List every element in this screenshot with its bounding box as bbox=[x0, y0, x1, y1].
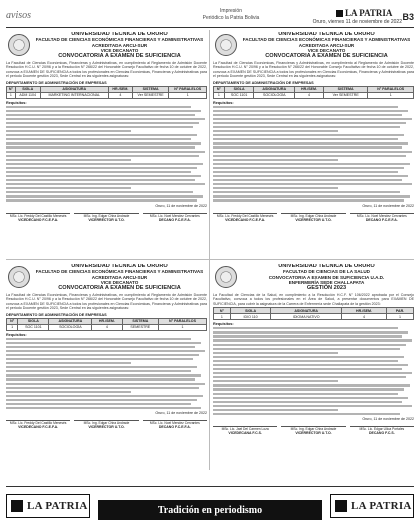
header-brand-text: LA PATRIA bbox=[345, 8, 393, 18]
university-seal-icon bbox=[8, 34, 30, 56]
notice-title-line: VICE DECANATO bbox=[307, 48, 346, 54]
signature-block bbox=[350, 213, 414, 223]
notice-intro: La Facultad de Ciencias Económicas, Financieras y Administrativas, en cumplimiento al Reglamento de Admisión Docente Resolución H.C.U. N° 20/96 y a la Resolución N° 266/22 del Honorable Consejo Facultativo de fecha 10 de octubre de 2022, convoca a EXAMEN DE SUFICIENCIA a todos los profesionales en Ciencias Económicas, Financieras y Administrativas para el periodo Docente gestión 2023, Sede Central en las siguientes asignaturas: bbox=[6, 61, 207, 79]
requirements-heading: Requisitos: bbox=[6, 332, 27, 337]
text-line bbox=[213, 376, 406, 378]
section-label: avisos bbox=[6, 10, 31, 21]
text-line bbox=[6, 395, 203, 397]
brand-square-icon bbox=[335, 500, 347, 512]
table-header: SISTEMA bbox=[122, 318, 158, 324]
signature-block bbox=[6, 213, 70, 223]
signature-role: DECANO F.C.E.F.A. bbox=[365, 217, 398, 222]
brand-square-icon bbox=[336, 10, 343, 17]
column-divider bbox=[209, 30, 210, 470]
text-line bbox=[6, 383, 205, 385]
signature-name: MSc. Lic. Edgar Ulloa Portales bbox=[359, 427, 405, 432]
text-line bbox=[213, 401, 402, 403]
signature-role: VICEDECANO F.C.E.F.A. bbox=[225, 217, 266, 222]
signature-block bbox=[74, 213, 138, 223]
text-line bbox=[213, 134, 404, 136]
table-header: N° bbox=[7, 86, 16, 92]
table-header: SIGLA bbox=[15, 86, 40, 92]
text-line bbox=[6, 370, 191, 372]
table-header: N° PARALELOS bbox=[169, 86, 207, 92]
brand-square-icon bbox=[11, 500, 23, 512]
text-line bbox=[6, 171, 191, 173]
notice-top-right bbox=[213, 32, 414, 256]
table-cell: 1 bbox=[214, 92, 225, 98]
notice-title-line: ACREDITADA ARCU-SUR bbox=[298, 42, 355, 48]
page-footer bbox=[6, 492, 414, 520]
footer-logo-left bbox=[6, 494, 90, 518]
text-line bbox=[6, 106, 191, 108]
footer-brand-right: LA PATRIA bbox=[351, 500, 412, 512]
text-line bbox=[213, 159, 338, 161]
table-cell: 1 bbox=[214, 314, 231, 320]
table-cell: 4 bbox=[295, 92, 324, 98]
notice-title-line: UNIVERSIDAD TÉCNICA DE ORURO bbox=[71, 32, 168, 37]
notice-bottom-left bbox=[6, 264, 207, 469]
table-header: SIGLA bbox=[18, 318, 49, 324]
notice-title bbox=[239, 264, 414, 291]
signature-role: VICERRECTOR U.T.O. bbox=[295, 430, 332, 435]
department-heading: DEPARTAMENTO DE ADMINISTRACIÓN DE EMPRESAS bbox=[6, 312, 107, 317]
header-date: Oruro, viernes 11 de noviembre de 2022 bbox=[312, 19, 402, 25]
table-cell: 4 bbox=[92, 324, 122, 330]
text-line bbox=[213, 384, 410, 386]
signature-block bbox=[350, 426, 414, 436]
signature-name: MSc. Ing. Edgar Chira Andrade bbox=[290, 427, 337, 432]
page-number: B3 bbox=[402, 12, 414, 22]
signature-role: DECANO F.C.E.F.A. bbox=[158, 425, 191, 430]
signature-role: VICEDECANA F.C.S. bbox=[228, 430, 262, 435]
subjects-table bbox=[213, 307, 414, 320]
text-line bbox=[6, 399, 197, 401]
text-line bbox=[213, 409, 338, 411]
signature-block bbox=[281, 426, 345, 436]
table-row bbox=[7, 324, 207, 330]
table-cell: IDIO 110 bbox=[230, 314, 271, 320]
text-line bbox=[213, 179, 402, 181]
signature-role: VICEDECANO F.C.E.F.A. bbox=[18, 217, 59, 222]
header-brand bbox=[336, 8, 392, 18]
text-line bbox=[6, 179, 195, 181]
table-cell: 1 bbox=[387, 314, 414, 320]
signature-name: MSc. Ing. Edgar Chira Andrade bbox=[83, 421, 130, 426]
text-line bbox=[213, 106, 398, 108]
table-cell: 1 bbox=[169, 92, 207, 98]
notice-title-line: ENFERMERÍA SEDE CHALLAPATA bbox=[288, 280, 365, 286]
text-line bbox=[6, 350, 205, 352]
table-cell: 1 bbox=[7, 324, 18, 330]
text-line bbox=[213, 393, 398, 395]
text-line bbox=[6, 387, 199, 389]
notice-title-line: UNIVERSIDAD TÉCNICA DE ORURO bbox=[278, 32, 375, 37]
signature-role: DECANO F.C.S. bbox=[369, 430, 395, 435]
signature-block bbox=[6, 420, 70, 430]
text-line bbox=[6, 191, 193, 193]
requirements-text bbox=[213, 106, 414, 202]
signature-role: DECANO F.C.E.F.A. bbox=[158, 217, 191, 222]
signature-name: MSc. Lic. Freddy Del Castillo Menesés bbox=[216, 213, 274, 218]
requirements-text bbox=[6, 338, 207, 410]
text-line bbox=[6, 110, 201, 112]
table-cell: SOCIOLOGÍA bbox=[49, 324, 92, 330]
table-row bbox=[214, 92, 414, 98]
table-header: ASIGNATURA bbox=[40, 86, 108, 92]
header-center bbox=[186, 8, 276, 22]
notice-bottom-right bbox=[213, 264, 414, 469]
text-line bbox=[6, 346, 195, 348]
text-line bbox=[6, 187, 131, 189]
table-header: ASIGNATURA bbox=[49, 318, 92, 324]
requirements-heading: Requisitos: bbox=[213, 100, 234, 105]
text-line bbox=[213, 327, 398, 329]
signature-block bbox=[143, 213, 207, 223]
table-row bbox=[7, 92, 207, 98]
university-seal-icon bbox=[215, 34, 237, 56]
text-line bbox=[6, 163, 203, 165]
signature-role: VICEDECANO F.C.E.F.A. bbox=[18, 425, 59, 430]
table-cell: 4 bbox=[341, 314, 386, 320]
signatures bbox=[6, 213, 207, 223]
signature-name: MSc. Lic. Noel Mendez Cervantes bbox=[149, 213, 200, 218]
signature-name: MSc. Lic. Noel Mendez Cervantes bbox=[149, 421, 200, 426]
subjects-table bbox=[213, 86, 414, 99]
requirements-text bbox=[6, 106, 207, 202]
signature-block bbox=[213, 426, 277, 436]
notice-intro: La Facultad de Ciencias de la Salud, en cumplimiento a la Resolución H.C.F. N° 106/2022 aprobada por el Consejo Facultativo, convoca a todos los profesionales en el Área de Salud, a presentar documentos para EXAMEN DE SUFICIENCIA, para cubrir la asignatura de la Carrera de Enfermería sede Challapata de la gestión 2023: bbox=[213, 293, 414, 306]
requirements-heading: Requisitos: bbox=[213, 322, 234, 327]
table-cell: 4 bbox=[108, 92, 132, 98]
table-cell: IDIOMA NATIVO bbox=[271, 314, 342, 320]
notice-title-line: GESTIÓN 2023 bbox=[306, 284, 347, 291]
notice-title-line: FACULTAD DE CIENCIAS ECONÓMICAS FINANCIERAS Y ADMINISTRATIVAS bbox=[35, 269, 204, 275]
text-line bbox=[213, 380, 338, 382]
requirements-heading: Requisitos: bbox=[6, 100, 27, 105]
notice-title-line: FACULTAD DE CIENCIAS ECONÓMICAS FINANCIERAS Y ADMINISTRATIVAS bbox=[242, 37, 411, 43]
text-line bbox=[213, 155, 406, 157]
text-line bbox=[213, 110, 408, 112]
notice-title-line: UNIVERSIDAD TÉCNICA DE ORURO bbox=[278, 264, 375, 269]
text-line bbox=[213, 114, 402, 116]
table-header: N° PARALELOS bbox=[368, 86, 414, 92]
header-center-top: Impresión bbox=[220, 8, 242, 14]
text-line bbox=[213, 413, 400, 415]
text-line bbox=[6, 159, 131, 161]
notice-top-left bbox=[6, 32, 207, 256]
signature-block bbox=[74, 420, 138, 430]
table-header: SISTEMA bbox=[132, 86, 169, 92]
signatures bbox=[213, 426, 414, 436]
table-cell: MARKETING INTERNACIONAL bbox=[40, 92, 108, 98]
notice-title-line: FACULTAD DE CIENCIAS ECONÓMICAS FINANCIERAS Y ADMINISTRATIVAS bbox=[35, 37, 204, 43]
text-line bbox=[213, 372, 412, 374]
text-line bbox=[213, 130, 338, 132]
table-header: N° bbox=[214, 86, 225, 92]
table-header: ASIGNATURA bbox=[254, 86, 295, 92]
text-line bbox=[6, 155, 199, 157]
text-line bbox=[6, 342, 201, 344]
signature-name: MSc. Ing. Edgar Chira Andrade bbox=[290, 213, 337, 218]
place-date: Oruro, 11 de noviembre de 2022 bbox=[362, 417, 414, 422]
table-header: SIGLA bbox=[230, 308, 271, 314]
text-line bbox=[6, 167, 197, 169]
text-line bbox=[213, 138, 398, 140]
text-line bbox=[213, 348, 400, 350]
table-header: HR./SEM. bbox=[295, 86, 324, 92]
header-center-bottom: Periódico la Patria Bolivia bbox=[202, 15, 260, 21]
text-line bbox=[6, 114, 195, 116]
table-cell: Ver SEMESTRE bbox=[132, 92, 169, 98]
text-line bbox=[213, 126, 400, 128]
table-header: N° PARALELOS bbox=[159, 318, 207, 324]
notice-title-line: VICE DECANATO bbox=[100, 280, 139, 286]
table-header: SISTEMA bbox=[323, 86, 367, 92]
notice-title bbox=[32, 32, 207, 59]
text-line bbox=[213, 331, 408, 333]
place-date: Oruro, 11 de noviembre de 2022 bbox=[362, 203, 414, 208]
notice-intro: La Facultad de Ciencias Económicas, Financieras y Administrativas, en cumplimiento al Reglamento de Admisión Docente Resolución H.C.U. N° 20/96 y a la Resolución N° 266/22 del Honorable Consejo Facultativo de fecha 10 de octubre de 2022, convoca a EXAMEN DE SUFICIENCIA a todos los profesionales en Ciencias Económicas, Financieras y Administrativas para el periodo Docente gestión 2023, Sede Central en las siguientes asignaturas: bbox=[213, 61, 414, 79]
notice-title-line: VICE DECANATO bbox=[100, 48, 139, 54]
signatures bbox=[6, 420, 207, 430]
subjects-table bbox=[6, 86, 207, 99]
text-line bbox=[6, 138, 191, 140]
text-line bbox=[6, 130, 131, 132]
signature-role: VICERRECTOR U.T.O. bbox=[88, 217, 125, 222]
text-line bbox=[6, 374, 201, 376]
notice-title-line: ACREDITADA ARCU-SUR bbox=[91, 274, 148, 280]
notice-title-line: FACULTAD DE CIENCIAS DE LA SALUD bbox=[283, 269, 370, 275]
text-line bbox=[6, 358, 193, 360]
signature-name: MSc. Lic. Noel Mendez Cervantes bbox=[356, 213, 407, 218]
footer-tagline: Tradición en periodismo bbox=[157, 505, 263, 516]
text-line bbox=[213, 175, 408, 177]
table-cell: 1 bbox=[7, 92, 16, 98]
text-line bbox=[6, 362, 131, 364]
notice-title-line: CONVOCATORIA A EXAMEN DE SUFICIENCIA bbox=[58, 52, 181, 59]
text-line bbox=[6, 142, 201, 144]
text-line bbox=[6, 126, 193, 128]
department-heading: DEPARTAMENTO DE ADMINISTRACIÓN DE EMPRESAS bbox=[213, 80, 314, 85]
table-header: HR./SEM. bbox=[341, 308, 386, 314]
table-header: SIGLA bbox=[224, 86, 254, 92]
table-header: N° bbox=[7, 318, 18, 324]
table-cell: 1 bbox=[368, 92, 414, 98]
signature-block bbox=[281, 213, 345, 223]
notice-title-line: CONVOCATORIA A EXAMEN DE SUFICIENCIA U.A.D. bbox=[268, 274, 385, 280]
notice-intro: La Facultad de Ciencias Económicas, Financieras y Administrativas, en cumplimiento al Reglamento de Admisión Docente Resolución H.C.U. N° 20/96 y a la Resolución N° 266/22 del Honorable Consejo Facultativo de fecha 10 de octubre de 2022, convoca a EXAMEN DE SUFICIENCIA a todos los profesionales en Ciencias Económicas, Financieras y Administrativas para el periodo Docente gestión 2023, Sede Central en las siguientes asignaturas: bbox=[6, 293, 207, 311]
place-date: Oruro, 11 de noviembre de 2022 bbox=[155, 203, 207, 208]
table-cell: 1 bbox=[159, 324, 207, 330]
text-line bbox=[6, 151, 205, 153]
text-line bbox=[6, 183, 205, 185]
text-line bbox=[213, 151, 412, 153]
university-seal-icon bbox=[8, 266, 30, 288]
text-line bbox=[213, 352, 338, 354]
notice-title-line: CONVOCATORIA A EXAMEN DE SUFICIENCIA bbox=[265, 52, 388, 59]
text-line bbox=[213, 163, 410, 165]
text-line bbox=[213, 339, 412, 341]
text-line bbox=[6, 391, 131, 393]
requirements-text bbox=[213, 327, 414, 415]
text-line bbox=[213, 360, 398, 362]
table-cell: SOC 1101 bbox=[18, 324, 49, 330]
text-line bbox=[213, 187, 338, 189]
footer-rule bbox=[6, 486, 414, 487]
text-line bbox=[213, 344, 406, 346]
table-header: HR./SEM. bbox=[108, 86, 132, 92]
text-line bbox=[213, 405, 412, 407]
text-line bbox=[213, 388, 404, 390]
text-line bbox=[213, 146, 402, 148]
signature-name: MSc. Lic. Freddy Del Castillo Menesés bbox=[9, 421, 67, 426]
text-line bbox=[213, 199, 404, 201]
subjects-table bbox=[6, 318, 207, 331]
signature-block bbox=[143, 420, 207, 430]
table-header: PAR. bbox=[387, 308, 414, 314]
notice-title bbox=[239, 32, 414, 59]
text-line bbox=[213, 356, 404, 358]
place-date: Oruro, 11 de noviembre de 2022 bbox=[155, 411, 207, 416]
text-line bbox=[213, 118, 412, 120]
row-divider bbox=[6, 259, 414, 260]
text-line bbox=[6, 118, 205, 120]
table-header: ASIGNATURA bbox=[271, 308, 342, 314]
table-header: HR./SEM. bbox=[92, 318, 122, 324]
text-line bbox=[6, 175, 201, 177]
text-line bbox=[213, 191, 400, 193]
text-line bbox=[213, 122, 406, 124]
text-line bbox=[6, 134, 197, 136]
text-line bbox=[6, 199, 197, 201]
footer-brand-left: LA PATRIA bbox=[27, 500, 88, 512]
table-cell: ADM 1104 bbox=[15, 92, 40, 98]
university-seal-icon bbox=[215, 266, 237, 288]
signature-name: MSc. Lic. Jael Del Carmen Loza bbox=[221, 427, 269, 432]
text-line bbox=[213, 195, 410, 197]
table-header: N° bbox=[214, 308, 231, 314]
text-line bbox=[213, 171, 398, 173]
table-cell: SOCIOLOGÍA bbox=[254, 92, 295, 98]
signature-role: VICERRECTOR U.T.O. bbox=[295, 217, 332, 222]
text-line bbox=[6, 122, 199, 124]
footer-logo-right bbox=[330, 494, 414, 518]
text-line bbox=[6, 407, 201, 409]
notice-title-line: CONVOCATORIA A EXAMEN DE SUFICIENCIA bbox=[58, 284, 181, 291]
text-line bbox=[6, 403, 191, 405]
signatures bbox=[213, 213, 414, 223]
text-line bbox=[213, 167, 404, 169]
text-line bbox=[213, 397, 408, 399]
text-line bbox=[213, 368, 402, 370]
text-line bbox=[6, 354, 199, 356]
notice-title bbox=[32, 264, 207, 291]
table-cell: SEMESTRE bbox=[122, 324, 158, 330]
signature-role: VICERRECTOR U.T.O. bbox=[88, 425, 125, 430]
signature-name: MSc. Ing. Edgar Chira Andrade bbox=[83, 213, 130, 218]
text-line bbox=[6, 366, 197, 368]
text-line bbox=[6, 378, 195, 380]
text-line bbox=[213, 335, 402, 337]
signature-block bbox=[213, 213, 277, 223]
page-header bbox=[6, 6, 414, 28]
signature-name: MSc. Lic. Freddy Del Castillo Menesés bbox=[9, 213, 67, 218]
text-line bbox=[6, 195, 203, 197]
text-line bbox=[6, 146, 195, 148]
table-cell: SOC 1101 bbox=[224, 92, 254, 98]
text-line bbox=[213, 364, 408, 366]
text-line bbox=[213, 142, 408, 144]
text-line bbox=[6, 338, 191, 340]
notice-title-line: ACREDITADA ARCU-SUR bbox=[91, 42, 148, 48]
table-cell: Ver SEMESTRE bbox=[323, 92, 367, 98]
table-row bbox=[214, 314, 414, 320]
notice-title-line: UNIVERSIDAD TÉCNICA DE ORURO bbox=[71, 264, 168, 269]
department-heading: DEPARTAMENTO DE ADMINISTRACIÓN DE EMPRESAS bbox=[6, 80, 107, 85]
text-line bbox=[213, 183, 412, 185]
